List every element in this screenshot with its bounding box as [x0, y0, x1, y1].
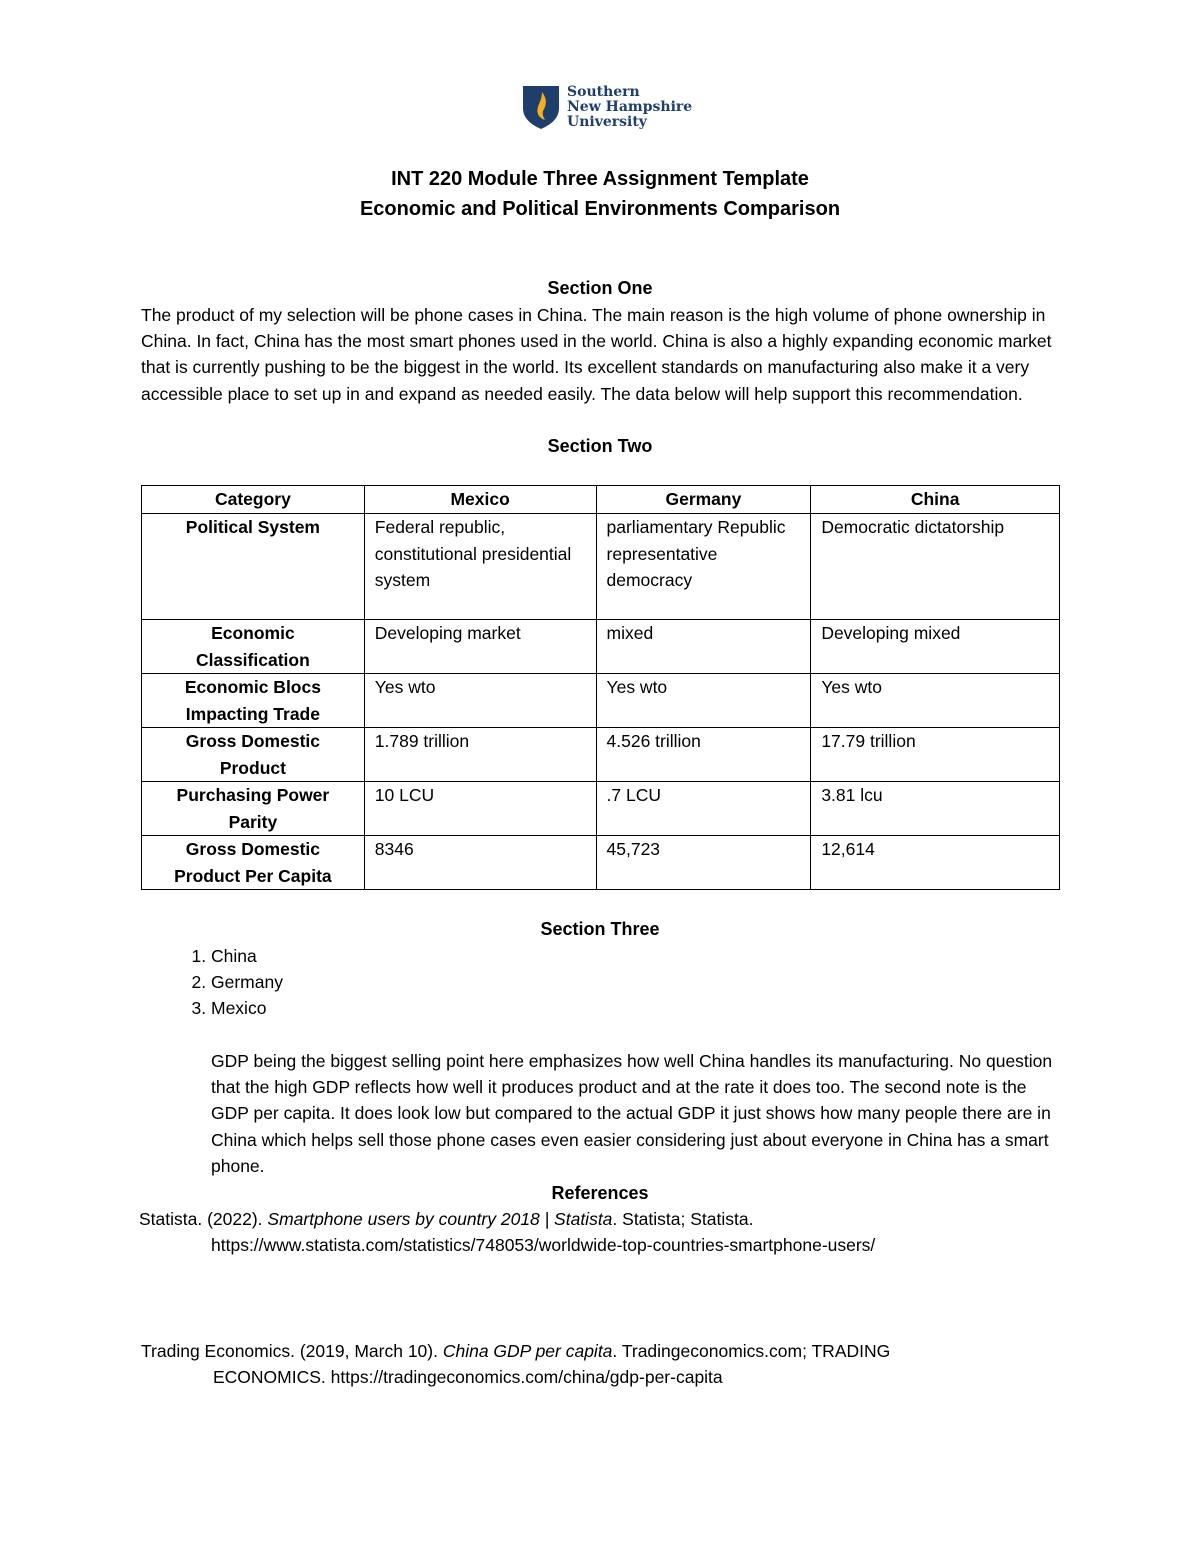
logo-line-3: University	[567, 113, 647, 130]
cell-china: Democratic dictatorship	[811, 514, 1060, 620]
reference-title: Smartphone users by country 2018 | Statista	[267, 1209, 613, 1229]
table-row	[142, 514, 1060, 620]
table-header-row	[142, 486, 1060, 514]
document-title: INT 220 Module Three Assignment Template	[391, 168, 809, 190]
section-three-paragraph: GDP being the biggest selling point here emphasizes how well China handles its manufacturing. No question that the high GDP reflects how well it produces product and at the rate it does too. The second note is the GDP per capita. It does look low but compared to the actual GDP it just shows how many people there are in China which helps sell those phone cases even easier considering just about everyone in China has a smart phone.	[211, 1051, 1053, 1176]
reference-url[interactable]: ECONOMICS. https://tradingeconomics.com/china/gdp-per-capita	[213, 1367, 723, 1388]
logo-wordmark	[567, 85, 692, 130]
reference-author: Trading Economics. (2019, March 10).	[141, 1341, 443, 1361]
section-one-heading: Section One	[547, 278, 653, 298]
list-item: 1. China	[211, 943, 283, 969]
cell-mexico: Yes wto	[364, 674, 596, 728]
row-category: Political System	[142, 514, 365, 620]
logo-line-1: Southern	[567, 83, 640, 100]
column-header-germany: Germany	[596, 486, 811, 514]
cell-china: Developing mixed	[811, 620, 1060, 674]
section-two-heading: Section Two	[547, 436, 653, 456]
cell-germany: 4.526 trillion	[596, 728, 811, 782]
cell-germany: mixed	[596, 620, 811, 674]
row-category: Economic Blocs Impacting Trade	[142, 674, 365, 728]
cell-mexico: Developing market	[364, 620, 596, 674]
cell-mexico: Federal republic, constitutional presidential system	[364, 514, 596, 620]
reference-entry-2	[141, 1338, 1101, 1390]
logo-line-2: New Hampshire	[567, 98, 693, 115]
shield-flame-icon	[521, 84, 561, 130]
university-logo	[521, 84, 692, 130]
table-row	[142, 674, 1060, 728]
cell-china: 3.81 lcu	[811, 782, 1060, 836]
list-item: 2. Germany	[211, 969, 283, 995]
reference-source: . Statista; Statista.	[612, 1209, 754, 1229]
cell-mexico: 10 LCU	[364, 782, 596, 836]
row-category: Gross Domestic Product Per Capita	[142, 836, 365, 890]
section-three-heading: Section Three	[540, 919, 660, 939]
table-row	[142, 728, 1060, 782]
reference-source: . Tradingeconomics.com; TRADING	[612, 1341, 891, 1361]
reference-title: China GDP per capita	[442, 1341, 613, 1361]
ranking-list	[174, 943, 283, 1022]
row-category: Economic Classification	[142, 620, 365, 674]
list-item: 3. Mexico	[211, 995, 283, 1021]
row-category: Gross Domestic Product	[142, 728, 365, 782]
column-header-category: Category	[142, 486, 365, 514]
cell-germany: Yes wto	[596, 674, 811, 728]
reference-url[interactable]: https://www.statista.com/statistics/748053/worldwide-top-countries-smartphone-users/	[211, 1235, 876, 1256]
table-row	[142, 620, 1060, 674]
cell-germany: .7 LCU	[596, 782, 811, 836]
section-one-paragraph: The product of my selection will be phone cases in China. The main reason is the high volume of phone ownership in China. In fact, China has the most smart phones used in the world. China is also a highly expanding economic market that is currently pushing to be the biggest in the world. Its excellent standards on manufacturing also make it a very accessible place to set up in and expand as needed easily. The data below will help support this recommendation.	[141, 305, 1052, 404]
document-subtitle: Economic and Political Environments Comparison	[359, 198, 841, 220]
column-header-china: China	[811, 486, 1060, 514]
cell-germany: parliamentary Republic representative democracy	[596, 514, 811, 620]
column-header-mexico: Mexico	[364, 486, 596, 514]
cell-china: Yes wto	[811, 674, 1060, 728]
references-heading: References	[551, 1183, 649, 1203]
reference-entry-1	[139, 1206, 1099, 1258]
table-row	[142, 836, 1060, 890]
cell-mexico: 1.789 trillion	[364, 728, 596, 782]
cell-mexico: 8346	[364, 836, 596, 890]
table-row	[142, 782, 1060, 836]
cell-china: 12,614	[811, 836, 1060, 890]
reference-author: Statista. (2022).	[139, 1209, 268, 1229]
comparison-table	[141, 485, 1060, 890]
cell-china: 17.79 trillion	[811, 728, 1060, 782]
row-category: Purchasing Power Parity	[142, 782, 365, 836]
cell-germany: 45,723	[596, 836, 811, 890]
